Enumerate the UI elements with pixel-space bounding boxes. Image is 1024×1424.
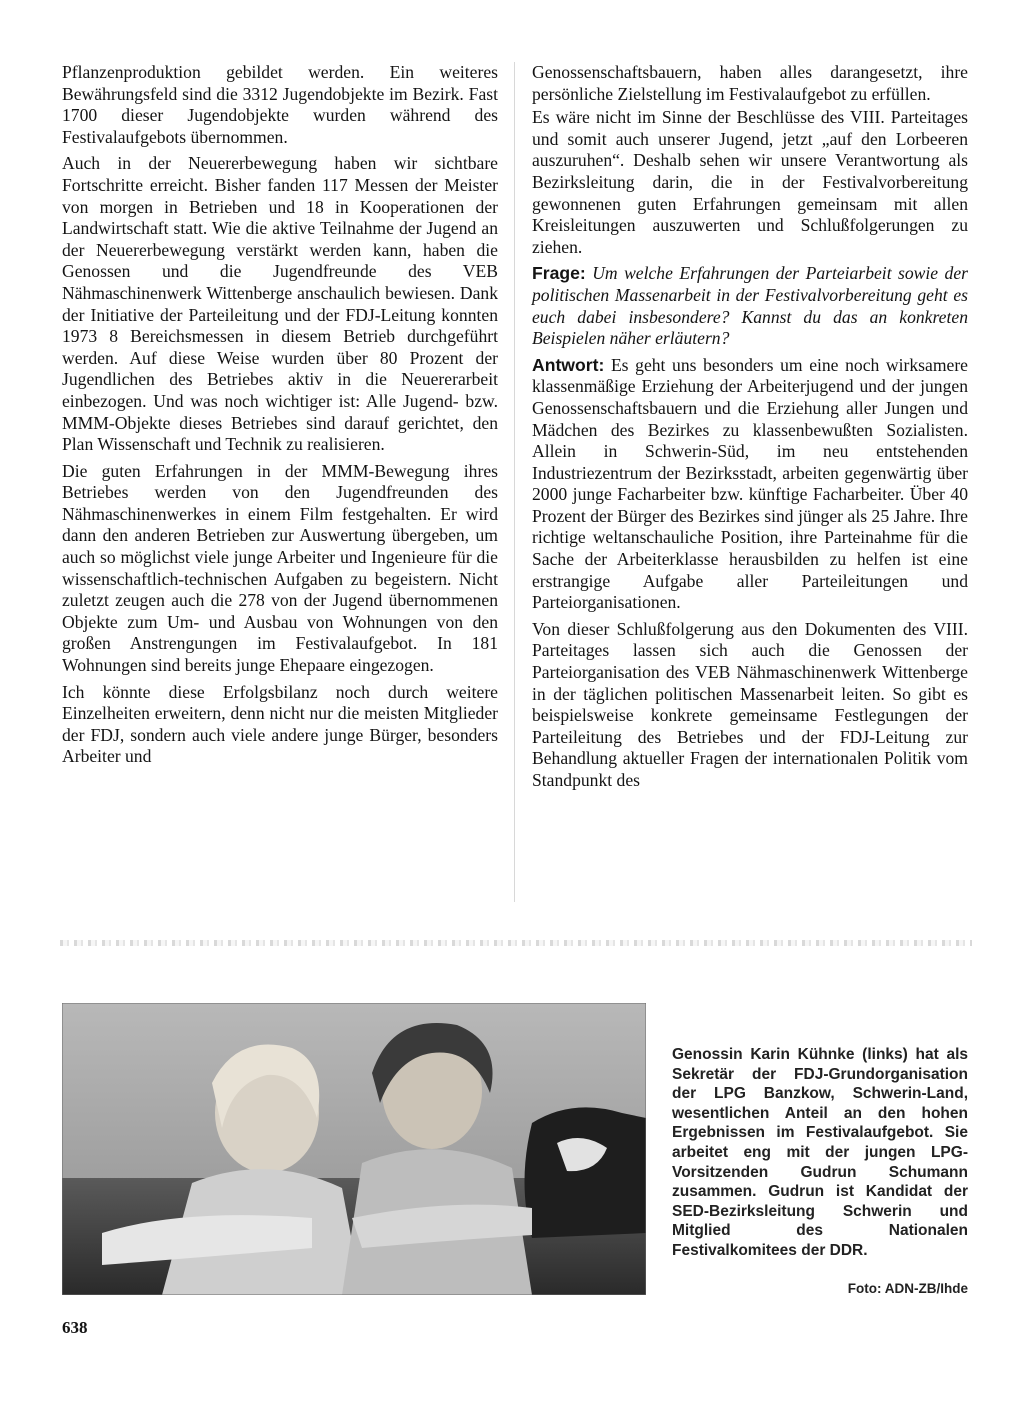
paragraph: Die guten Erfahrungen in der MMM-Bewegung ihres Betriebes werden von den Jugendfreunden des Nähmaschinenwerkes in einem Film festgehalten. Er wird dann den anderen Betrieben zur Auswertung übergeben, um auch so möglichst viele junge Arbeiter und Ingenieure für die wissenschaftlich-technischen Aufgaben zu begeistern. Nicht zuletzt zeugen auch die 278 von der Jugend übernommenen Objekte zum Um- und Ausbau von Wohnungen von den großen Anstrengungen im Festivalaufgebot. In 181 Wohnungen sind bereits junge Ehepaare eingezogen. [62,460,498,676]
paragraph: Ich könnte diese Erfolgsbilanz noch durch weitere Einzelheiten erweitern, denn nicht nur die meisten Mitglieder der FDJ, sondern auch viele andere junge Bürger, besonders Arbeiter und [62,681,498,767]
right-text-column [532,62,968,797]
photo-image [62,1003,646,1295]
question-paragraph [532,263,968,349]
paragraph: Auch in der Neuererbewegung haben wir sichtbare Fortschritte erreicht. Bisher fanden 117 Messen der Meister von morgen in Betrieben und 18 in Kooperationen der Landwirtschaft statt. Wie die aktive Teilnahme der Jugend an der Neuererbewegung verstärkt werden kann, haben die Genossen und die Jugendfreunde des VEB Nähmaschinenwerk Wittenberge anschaulich bewiesen. Dank der Initiative der Parteileitung und der FDJ-Leitung konnten 1973 8 Bereichsmessen in diesem Betrieb durchgeführt werden. Auf diese Weise wurden über 80 Prozent der Jugendlichen des Betriebes aktiv in die Neuererarbeit einbezogen. Und was noch wichtiger ist: Alle Jugend- bzw. MMM-Objekte dieses Betriebes sind darauf gerichtet, den Plan Wissenschaft und Technik zu realisieren. [62,153,498,455]
question-label: Frage: [532,263,586,284]
answer-label: Antwort: [532,354,605,375]
answer-text: Es geht uns besonders um eine noch wirksamere klassenmäßige Erziehung der Arbeiterjugend und der jungen Genossenschaftsbauern und die Erziehung aller Jungen und Mädchen des Bezirkes zu klassenbewußten Sozialisten. Allein in Schwerin-Süd, im neu entstehenden Industriezentrum der Bezirksstadt, arbeiten gegenwärtig über 2000 junge Facharbeiter bzw. künftige Facharbeiter. Über 40 Prozent der Bürger des Bezirkes sind jünger als 25 Jahre. Ihre richtige weltanschauliche Position, ihre Parteinahme für die Sache der Arbeiterklasse herausbilden zu helfen ist eine erstrangige Aufgabe aller Parteileitungen und Parteiorganisationen. [532,354,968,613]
paragraph: Von dieser Schlußfolgerung aus den Dokumenten des VIII. Parteitages lassen sich auch die Genossen der Parteiorganisation des VEB Nähmaschinenwerk Wittenberge in der täglichen politischen Massenarbeit leiten. So gibt es beispielsweise konkrete gemeinsame Festlegungen der Parteileitung des Betriebes und der FDJ-Leitung zur Behandlung aktueller Fragen der internationalen Politik vom Standpunkt des [532,618,968,790]
paragraph: Genossenschaftsbauern, haben alles darangesetzt, ihre persönliche Zielstellung im Festivalaufgebot zu erfüllen. [532,62,968,104]
paragraph: Pflanzenproduktion gebildet werden. Ein weiteres Bewährungsfeld sind die 3312 Jugendobjekte im Bezirk. Fast 1700 dieser Jugendobjekte wurden während des Festivalaufgebots übernommen. [62,62,498,147]
column-divider [514,62,515,902]
answer-paragraph [532,355,968,614]
news-photo [62,1003,646,1295]
photo-caption: Genossin Karin Kühnke (links) hat als Sekretär der FDJ-Grundorganisation der LPG Banzkow, Schwerin-Land, wesentlichen Anteil an den hohen Ergebnissen im Festivalaufgebot. Sie arbeitet eng mit der jungen LPG-Vorsitzenden Gudrun Schumann zusammen. Gudrun ist Kandidat der SED-Bezirksleitung Schwerin und Mitglied des Nationalen Festivalkomitees der DDR. [672,1046,968,1259]
question-text: Um welche Erfahrungen der Parteiarbeit sowie der politischen Massenarbeit in der Festivalvorbereitung geht es euch dabei insbesondere? Kannst du das an konkreten Beispielen näher erläutern? [532,263,968,349]
section-divider [60,940,972,946]
page-number: 638 [62,1318,88,1337]
paragraph: Es wäre nicht im Sinne der Beschlüsse des VIII. Parteitages und somit auch unserer Jugend, jetzt „auf den Lorbeeren auszuruhen“. Deshalb sehen wir unsere Verantwortung als Bezirksleitung darin, die in der Festivalvorbereitung gewonnenen guten Erfahrungen gemeinsam mit allen Kreisleitungen auszuwerten und Schlußfolgerungen zu ziehen. [532,107,968,257]
photo-credit: Foto: ADN-ZB/Ihde [847,1281,968,1296]
left-text-column [62,62,498,773]
